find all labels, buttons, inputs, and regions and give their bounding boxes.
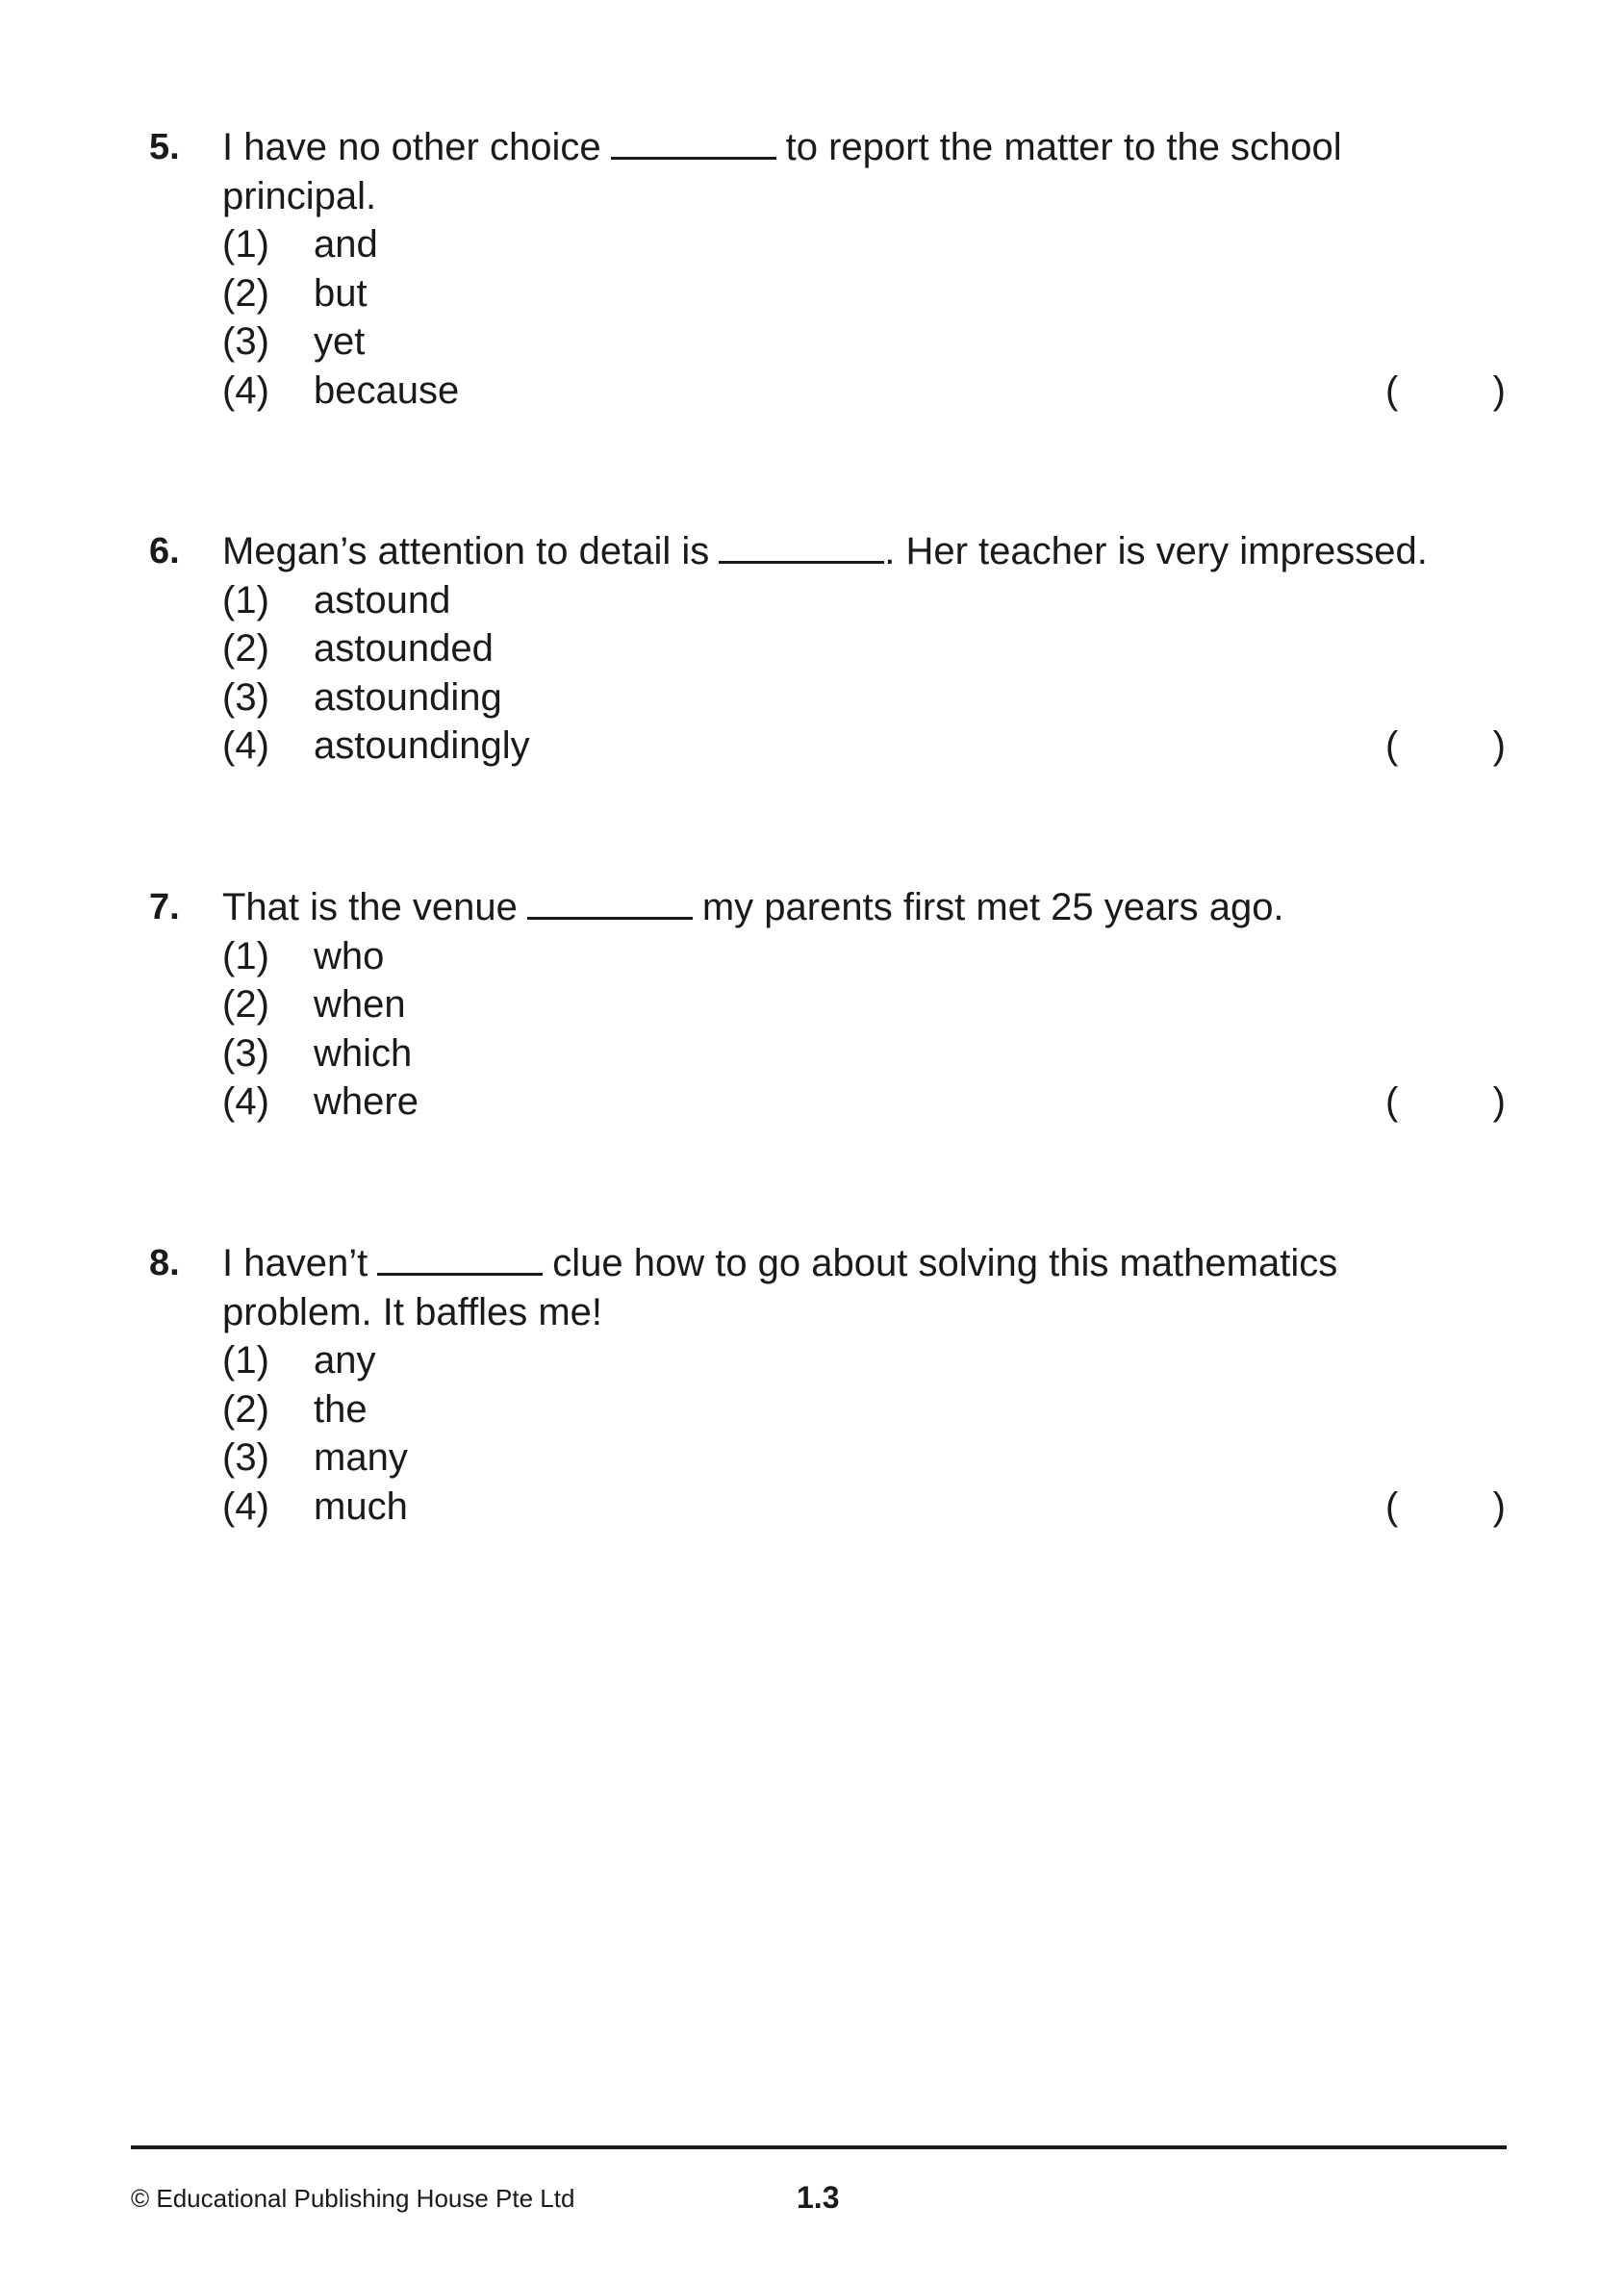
stem-after: clue how to go about solving this mathematics: [552, 1242, 1338, 1284]
answer-open-paren: (: [1385, 724, 1399, 767]
answer-open-paren: (: [1385, 1485, 1399, 1528]
question-stem-line2: problem. It baffles me!: [222, 1291, 602, 1333]
option-text: the: [314, 1388, 368, 1431]
option-text: astounding: [314, 676, 502, 719]
option-number: (3): [222, 1032, 269, 1075]
footer-copyright: © Educational Publishing House Pte Ltd: [131, 2184, 575, 2213]
option-number: (1): [222, 1339, 269, 1382]
answer-blank: [611, 124, 776, 160]
option-text: who: [314, 935, 385, 977]
option-number: (3): [222, 676, 269, 719]
option-text: when: [314, 983, 406, 1026]
option-number: (2): [222, 627, 269, 670]
question-number: 5.: [149, 127, 180, 167]
stem-before: Megan’s attention to detail is: [222, 530, 710, 572]
option-number: (4): [222, 1485, 269, 1528]
option-number: (4): [222, 369, 269, 412]
option-number: (1): [222, 935, 269, 977]
option-text: astounded: [314, 627, 494, 670]
option-text: and: [314, 223, 378, 266]
option-text: many: [314, 1436, 408, 1479]
stem-before: That is the venue: [222, 886, 518, 928]
option-text: where: [314, 1080, 419, 1123]
option-text: but: [314, 272, 368, 315]
answer-open-paren: (: [1385, 369, 1399, 412]
option-text: astound: [314, 579, 451, 621]
question-stem: [222, 883, 1284, 931]
option-number: (4): [222, 1080, 269, 1123]
option-text: any: [314, 1339, 376, 1382]
option-number: (4): [222, 724, 269, 767]
answer-blank: [719, 528, 884, 564]
stem-after: . Her teacher is very impressed.: [884, 530, 1428, 572]
option-number: (3): [222, 320, 269, 363]
question-stem: [222, 527, 1428, 575]
answer-close-paren: ): [1492, 369, 1506, 412]
question-number: 8.: [149, 1243, 180, 1283]
answer-close-paren: ): [1492, 1080, 1506, 1123]
stem-before: I haven’t: [222, 1242, 368, 1284]
page-number: 1.3: [797, 2180, 840, 2215]
stem-before: I have no other choice: [222, 126, 601, 168]
option-number: (3): [222, 1436, 269, 1479]
question-number: 6.: [149, 531, 180, 571]
option-text: much: [314, 1485, 408, 1528]
option-text: yet: [314, 320, 366, 363]
option-number: (1): [222, 579, 269, 621]
option-number: (2): [222, 1388, 269, 1431]
option-number: (2): [222, 272, 269, 315]
question-number: 7.: [149, 887, 180, 927]
stem-after: my parents first met 25 years ago.: [701, 886, 1284, 928]
stem-after: to report the matter to the school: [785, 126, 1342, 168]
answer-open-paren: (: [1385, 1080, 1399, 1123]
option-text: because: [314, 369, 460, 412]
answer-close-paren: ): [1492, 1485, 1506, 1528]
question-stem-line2: principal.: [222, 175, 377, 217]
answer-blank: [527, 884, 693, 920]
option-number: (2): [222, 983, 269, 1026]
option-text: which: [314, 1032, 413, 1075]
question-stem: [222, 1239, 1337, 1287]
option-number: (1): [222, 223, 269, 266]
question-stem: [222, 123, 1342, 171]
footer-divider: [131, 2145, 1507, 2149]
answer-close-paren: ): [1492, 724, 1506, 767]
answer-blank: [377, 1240, 543, 1276]
option-text: astoundingly: [314, 724, 530, 767]
